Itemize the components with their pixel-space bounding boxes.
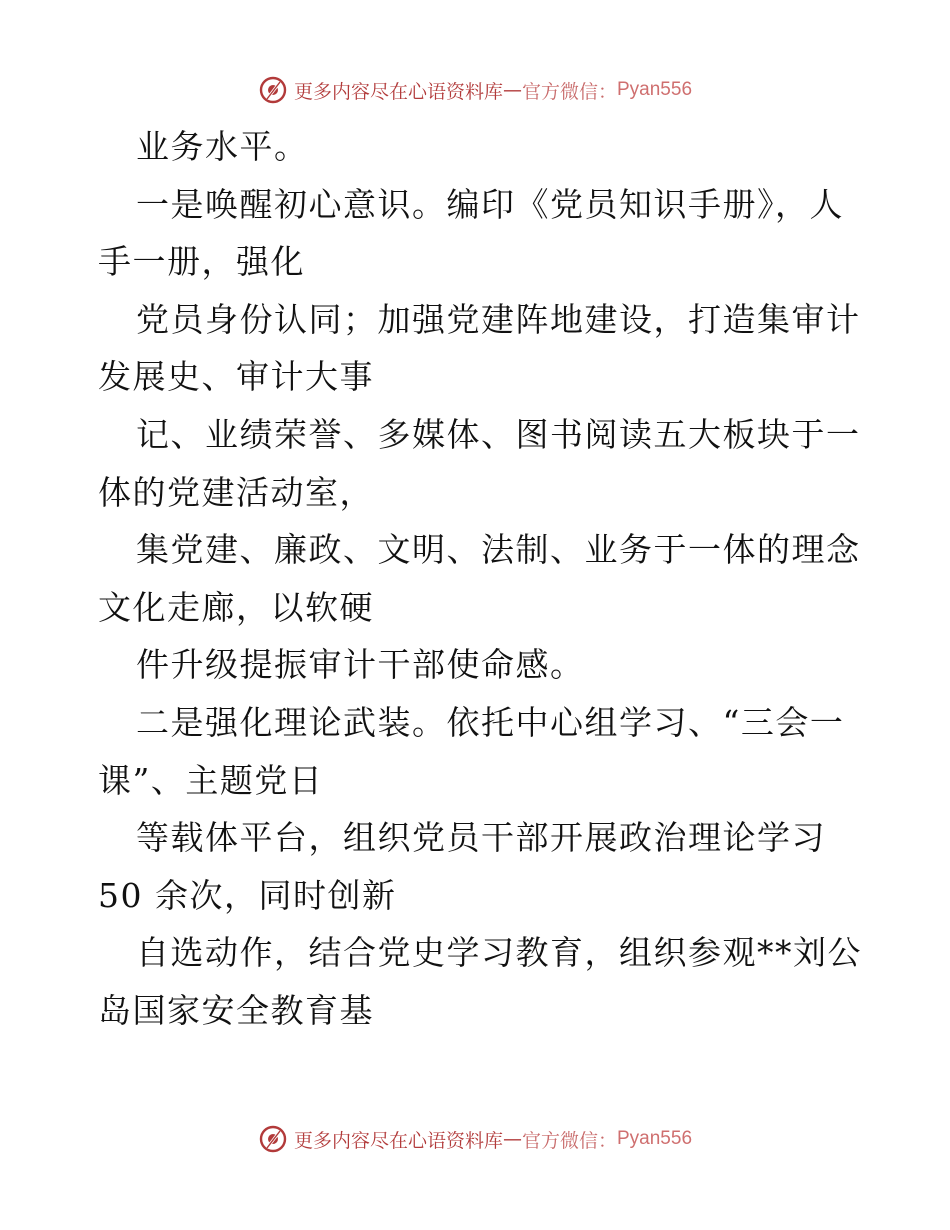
watermark-separator: — <box>502 1128 522 1150</box>
watermark-wechat-label: 官方微信： <box>521 1129 617 1152</box>
watermark-wechat-id: Pyan556 <box>617 1128 693 1149</box>
text-line: 业务水平。 <box>136 127 309 166</box>
watermark-wechat-label: 官方微信： <box>521 80 617 103</box>
text-line: 手一册，强化 <box>98 242 305 282</box>
logo-icon <box>258 75 288 105</box>
body-text <box>98 118 862 1040</box>
text-line: 二是强化理论武装。依托中心组学习、“三会一 <box>136 702 845 742</box>
text-line: 岛国家安全教育基 <box>98 990 374 1030</box>
watermark-wechat-id: Pyan556 <box>617 79 693 100</box>
text-line: 集党建、廉政、文明、法制、业务于一体的理念 <box>136 530 861 570</box>
header-watermark <box>0 70 950 110</box>
text-line: 党员身份认同；加强党建阵地建设，打造集审计 <box>136 299 861 339</box>
text-line: 50 余次，同时创新 <box>98 875 397 915</box>
text-line: 课”、主题党日 <box>98 760 324 800</box>
watermark-separator: — <box>502 79 522 101</box>
footer-watermark <box>0 1119 950 1159</box>
logo-icon <box>258 1124 288 1154</box>
text-line: 等载体平台，组织党员干部开展政治理论学习 <box>136 818 826 858</box>
text-line: 件升级提振审计干部使命感。 <box>136 645 585 685</box>
text-line: 自选动作，结合党史学习教育，组织参观**刘公 <box>136 933 862 973</box>
text-line: 一是唤醒初心意识。编印《党员知识手册》，人 <box>136 184 844 224</box>
text-line: 发展史、审计大事 <box>98 357 374 397</box>
text-line: 体的党建活动室， <box>98 472 374 512</box>
watermark-site-name: 更多内容尽在心语资料库 <box>293 1129 503 1152</box>
watermark-site-name: 更多内容尽在心语资料库 <box>293 80 503 103</box>
text-line: 记、业绩荣誉、多媒体、图书阅读五大板块于一 <box>136 414 861 454</box>
text-line: 文化走廊，以软硬 <box>98 587 374 627</box>
